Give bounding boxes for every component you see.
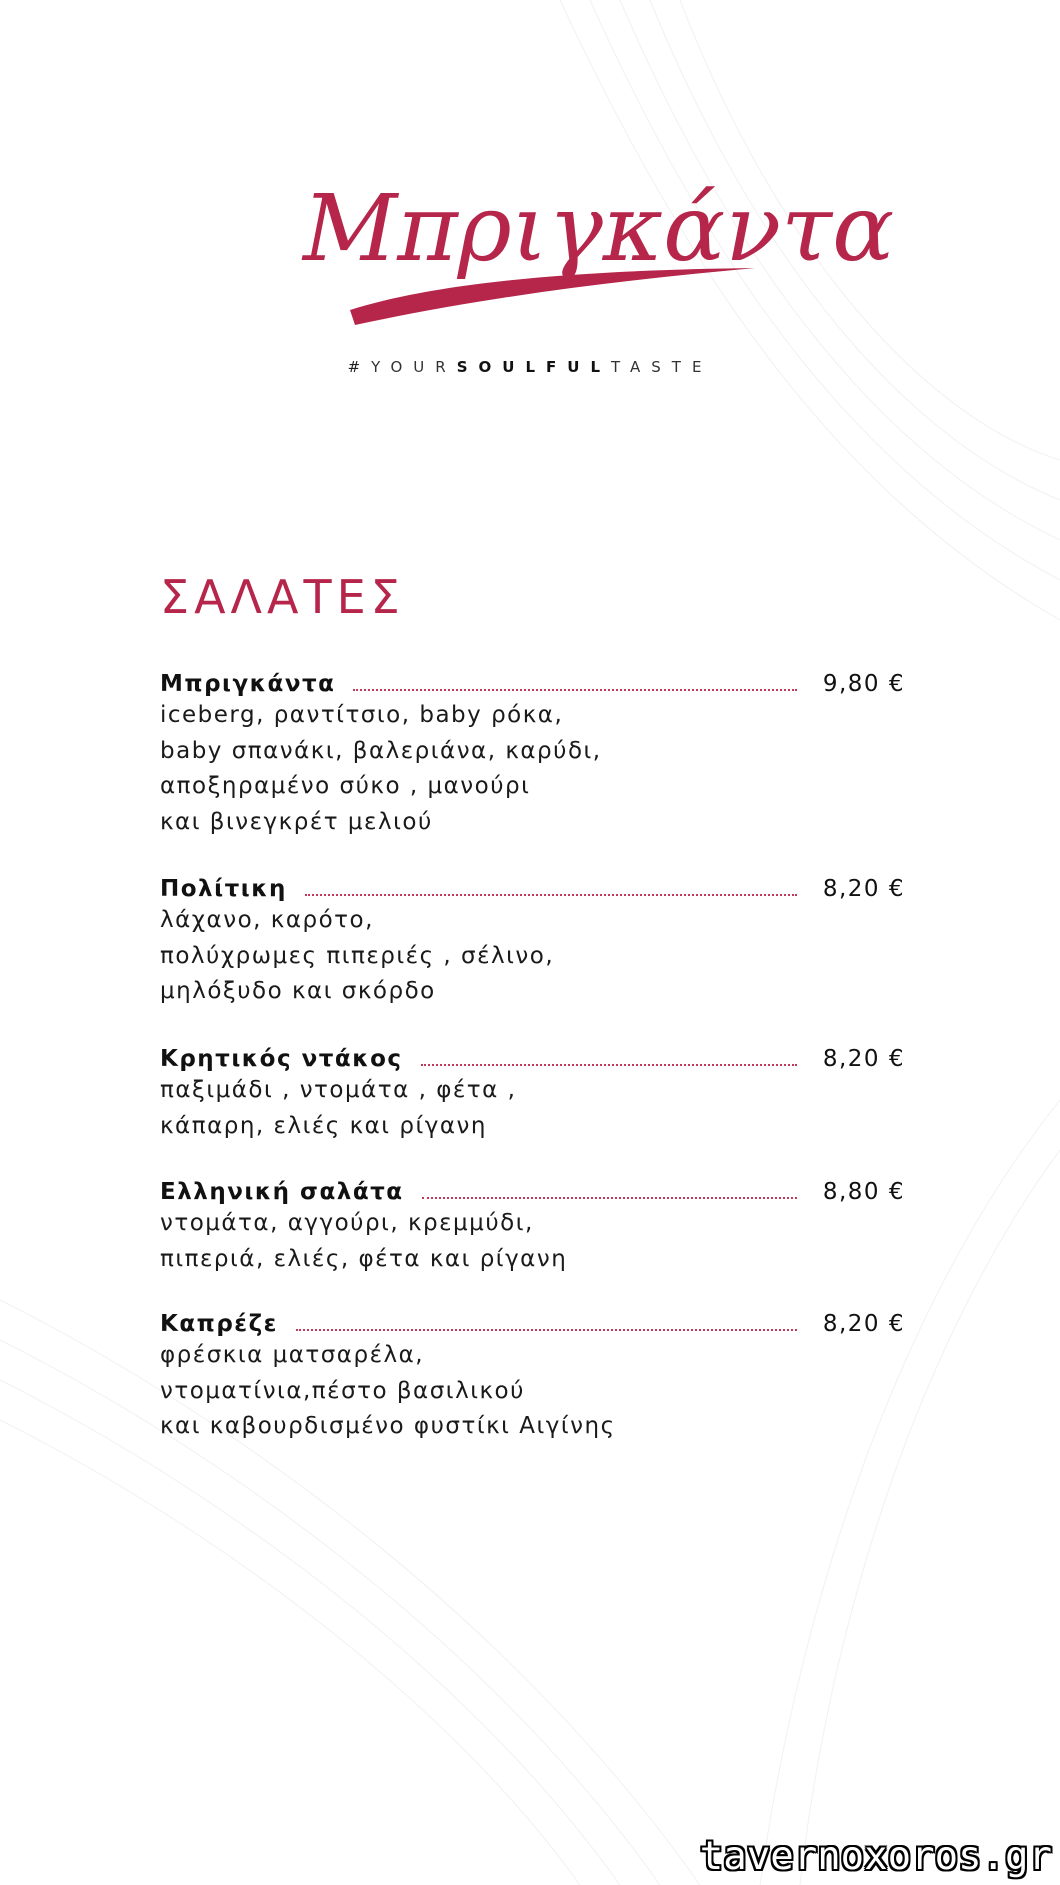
description-line: και βινεγκρέτ μελιού xyxy=(160,808,433,835)
description-line: πιπεριά, ελιές, φέτα και ρίγανη xyxy=(160,1245,568,1272)
menu-item xyxy=(160,1038,905,1144)
description-line: και καβουρδισμένο φυστίκι Αιγίνης xyxy=(160,1413,616,1439)
dotted-leader xyxy=(305,893,797,896)
tagline-hash: # xyxy=(347,358,372,376)
dotted-leader xyxy=(422,1196,797,1199)
menu-item xyxy=(160,1171,905,1277)
item-name: Ελληνική σαλάτα xyxy=(160,1179,404,1205)
dotted-leader xyxy=(421,1063,797,1066)
item-price: 9,80 € xyxy=(822,671,905,697)
item-price: 8,20 € xyxy=(822,1046,905,1072)
description-line: πολύχρωμες πιπεριές , σέλινο, xyxy=(160,942,555,969)
description-line: iceberg, ραντίτσιο, baby ρόκα, xyxy=(160,702,564,728)
item-name: Πολίτικη xyxy=(160,876,287,902)
description-line: μηλόξυδο και σκόρδο xyxy=(160,978,436,1004)
description-line: κάπαρη, ελιές και ρίγανη xyxy=(160,1112,487,1139)
item-description xyxy=(160,1206,905,1277)
menu-item xyxy=(160,663,905,840)
brand-tagline xyxy=(0,358,1060,376)
dotted-leader xyxy=(353,688,797,691)
description-line: baby σπανάκι, βαλεριάνα, καρύδι, xyxy=(160,737,602,764)
item-description xyxy=(160,698,905,840)
description-line: ντοματίνια,πέστο βασιλικού xyxy=(160,1377,525,1404)
tagline-part-3: TASTE xyxy=(611,358,713,376)
dotted-leader xyxy=(296,1328,797,1331)
item-description xyxy=(160,1073,905,1144)
brand-logo xyxy=(295,140,895,340)
item-price: 8,20 € xyxy=(822,1311,905,1337)
menu-item xyxy=(160,1303,905,1445)
description-line: ντομάτα, αγγούρι, κρεμμύδι, xyxy=(160,1210,534,1236)
item-price: 8,80 € xyxy=(822,1179,905,1205)
menu-item xyxy=(160,868,905,1010)
logo-text: Μπριγκάντα xyxy=(303,175,895,282)
item-description xyxy=(160,903,905,1010)
tagline-part-2: SOULFUL xyxy=(456,358,611,376)
site-watermark: tavernoxoros.gr xyxy=(699,1834,1052,1879)
description-line: αποξηραμένο σύκο , μανούρι xyxy=(160,773,531,799)
description-line: φρέσκια ματσαρέλα, xyxy=(160,1342,425,1368)
item-description xyxy=(160,1338,905,1445)
description-line: παξιμάδι , ντομάτα , φέτα , xyxy=(160,1077,517,1103)
section-title: ΣΑΛΑΤΕΣ xyxy=(160,570,405,624)
item-name: Μπριγκάντα xyxy=(160,671,336,697)
item-name: Καπρέζε xyxy=(160,1311,278,1337)
tagline-part-1: YOUR xyxy=(371,358,457,376)
item-price: 8,20 € xyxy=(822,876,905,902)
item-name: Κρητικός ντάκος xyxy=(160,1046,403,1072)
description-line: λάχανο, καρότο, xyxy=(160,907,374,933)
